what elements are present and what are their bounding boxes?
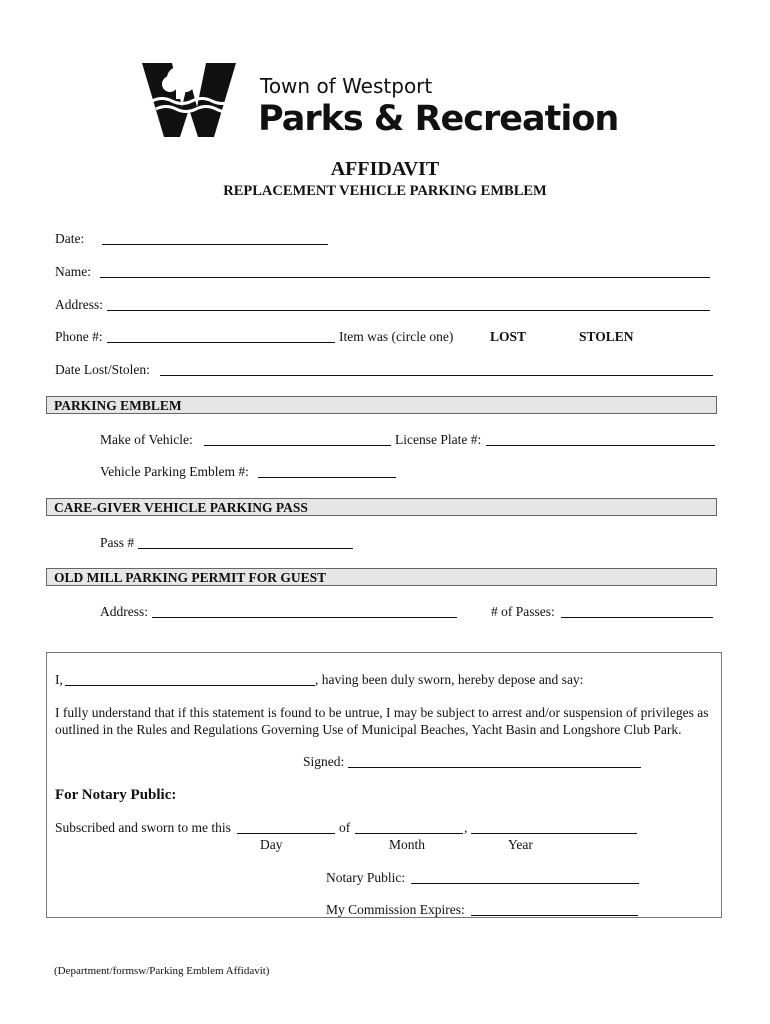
notary-public-label: Notary Public:: [326, 870, 406, 885]
date-lost-field[interactable]: [160, 375, 713, 376]
westport-w-logo: [142, 63, 236, 137]
notary-heading: For Notary Public:: [55, 787, 177, 803]
affiant-i-label: I,: [55, 672, 63, 687]
of-label: of: [339, 820, 351, 835]
year-field[interactable]: [471, 833, 637, 834]
pass-number-label: Pass #: [100, 535, 135, 550]
untrue-statement-paragraph: I fully understand that if this statement is found to be untrue, I may be subject to arrest and/or suspension of privileges as outlined in the Rules and Regulations Governing Use of Municipal Beaches, Yacht Basin and Longshore Club Park.: [55, 705, 709, 737]
make-of-vehicle-field[interactable]: [204, 445, 391, 446]
affiant-name-field[interactable]: [65, 685, 315, 686]
old-mill-address-field[interactable]: [152, 617, 457, 618]
document-subtitle: REPLACEMENT VEHICLE PARKING EMBLEM: [223, 183, 547, 199]
make-of-vehicle-label: Make of Vehicle:: [100, 432, 193, 447]
comma-separator: ,: [464, 820, 468, 835]
old-mill-heading: OLD MILL PARKING PERMIT FOR GUEST: [46, 568, 717, 586]
date-label: Date:: [55, 231, 85, 246]
name-field[interactable]: [100, 277, 710, 278]
notary-public-field[interactable]: [411, 883, 639, 884]
name-label: Name:: [55, 264, 91, 279]
year-caption: Year: [508, 837, 533, 852]
passes-label: # of Passes:: [491, 604, 555, 619]
phone-field[interactable]: [107, 342, 335, 343]
address-label: Address:: [55, 297, 103, 312]
parking-emblem-heading: PARKING EMBLEM: [46, 396, 717, 414]
old-mill-address-label: Address:: [100, 604, 148, 619]
day-field[interactable]: [237, 833, 335, 834]
license-plate-label: License Plate #:: [395, 432, 482, 447]
pass-number-field[interactable]: [138, 548, 353, 549]
commission-expires-field[interactable]: [471, 915, 638, 916]
commission-expires-label: My Commission Expires:: [326, 902, 465, 917]
item-was-label: Item was (circle one): [339, 329, 454, 344]
month-caption: Month: [389, 837, 426, 852]
caregiver-heading: CARE-GIVER VEHICLE PARKING PASS: [46, 498, 717, 516]
lost-option[interactable]: LOST: [490, 329, 527, 344]
sworn-statement: , having been duly sworn, hereby depose and say:: [315, 672, 584, 687]
emblem-number-label: Vehicle Parking Emblem #:: [100, 464, 249, 479]
footer-path: (Department/formsw/Parking Emblem Affidavit): [54, 965, 270, 977]
address-field[interactable]: [107, 310, 710, 311]
emblem-number-field[interactable]: [258, 477, 396, 478]
logo-town-name: Town of Westport: [260, 74, 433, 98]
passes-field[interactable]: [561, 617, 713, 618]
day-caption: Day: [260, 837, 283, 852]
month-field[interactable]: [355, 833, 463, 834]
signed-label: Signed:: [303, 754, 345, 769]
date-field[interactable]: [102, 244, 328, 245]
signature-field[interactable]: [348, 767, 641, 768]
date-lost-label: Date Lost/Stolen:: [55, 362, 150, 377]
subscribed-label: Subscribed and sworn to me this: [55, 820, 231, 835]
document-title: AFFIDAVIT: [330, 158, 440, 180]
phone-label: Phone #:: [55, 329, 103, 344]
stolen-option[interactable]: STOLEN: [579, 329, 634, 344]
logo-department-name: Parks & Recreation: [258, 99, 619, 139]
license-plate-field[interactable]: [486, 445, 715, 446]
